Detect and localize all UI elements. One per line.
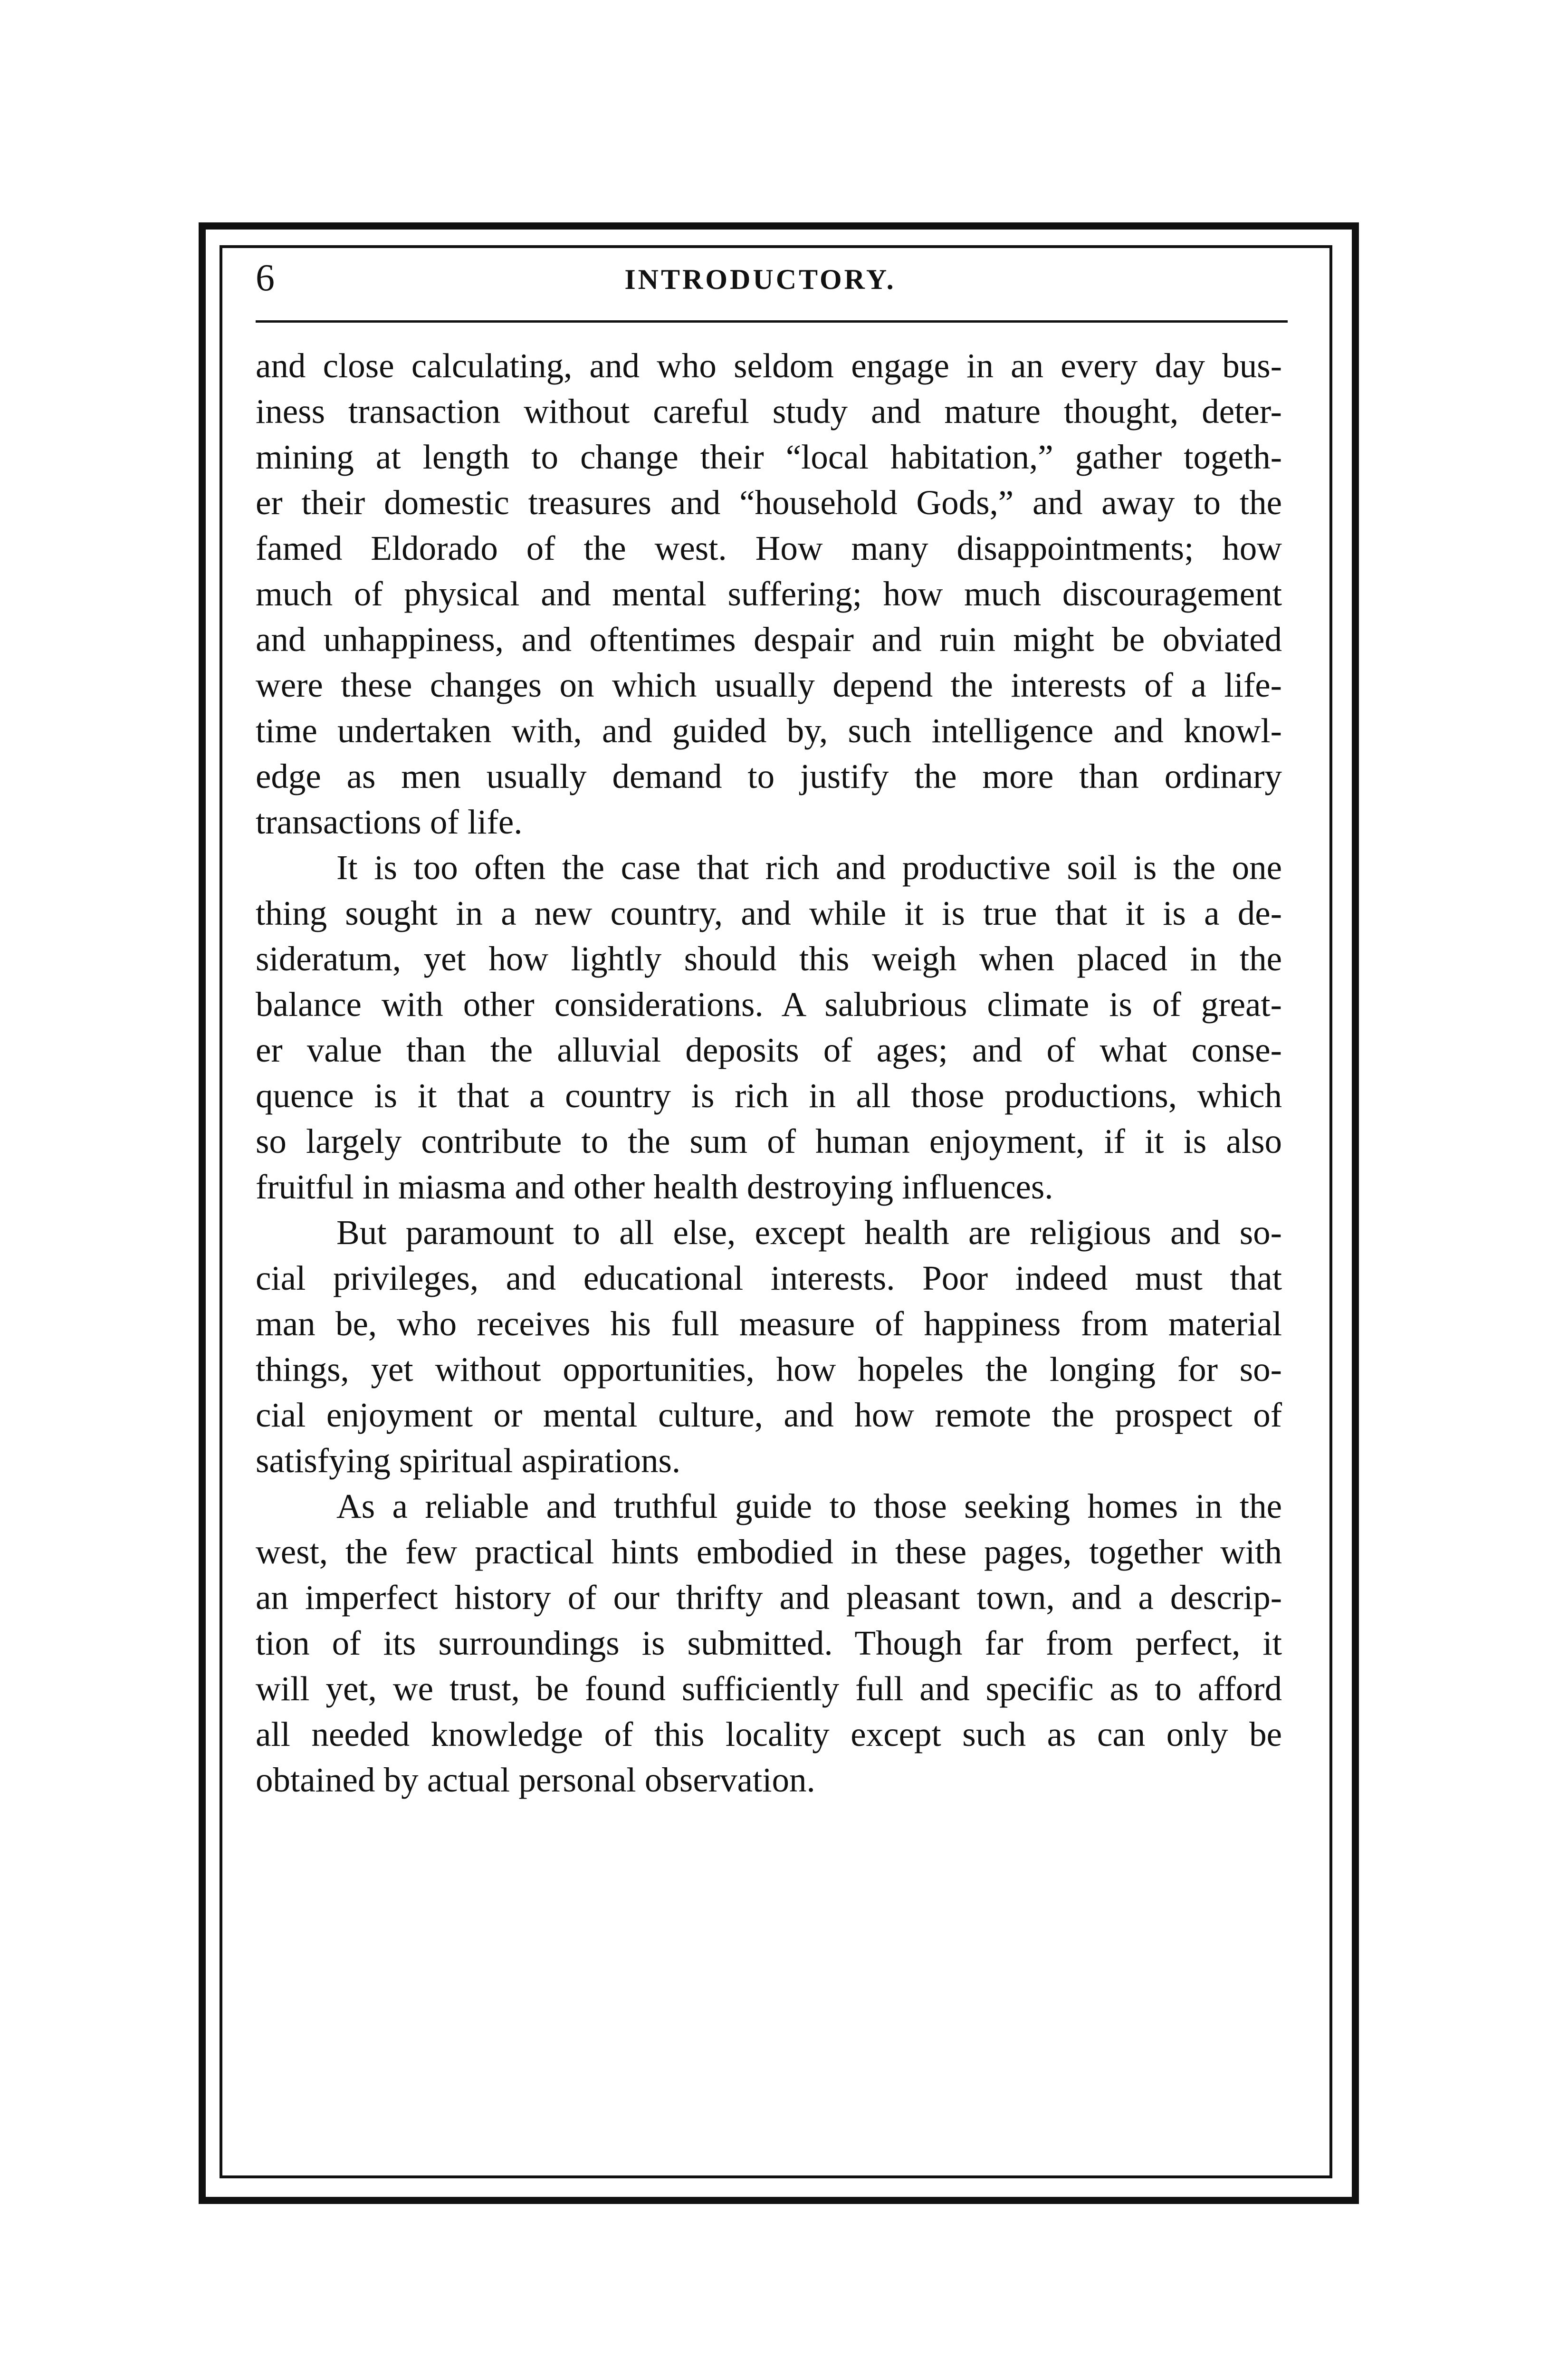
text-line: thing sought in a new country, and while it is true that it is a de- — [256, 894, 1282, 932]
text-line: time undertaken with, and guided by, such intelligence and knowl- — [256, 711, 1282, 750]
paragraph — [256, 1213, 1282, 1486]
text-line: er their domestic treasures and “household Gods,” and away to the — [256, 483, 1282, 522]
header-rule — [256, 320, 1288, 323]
text-line: will yet, we trust, be found sufficiently full and specific as to afford — [256, 1669, 1282, 1708]
text-line: But paramount to all else, except health are religious and so- — [336, 1213, 1282, 1252]
text-line: mining at length to change their “local habitation,” gather togeth- — [256, 438, 1282, 476]
text-line: er value than the alluvial deposits of ages; and of what conse- — [256, 1031, 1282, 1069]
text-line: satisfying spiritual aspirations. — [256, 1441, 681, 1480]
text-line: were these changes on which usually depend the interests of a life- — [256, 666, 1282, 704]
text-line: an imperfect history of our thrifty and pleasant town, and a descrip- — [256, 1578, 1282, 1617]
text-line: and close calculating, and who seldom engage in an every day bus- — [256, 346, 1282, 385]
text-line: It is too often the case that rich and productive soil is the one — [336, 848, 1282, 887]
text-line: cial enjoyment or mental culture, and how remote the prospect of — [256, 1396, 1282, 1434]
text-line: As a reliable and truthful guide to those seeking homes in the — [336, 1487, 1282, 1525]
text-line: so largely contribute to the sum of human enjoyment, if it is also — [256, 1122, 1282, 1160]
text-line: obtained by actual personal observation. — [256, 1761, 815, 1799]
text-line: transactions of life. — [256, 803, 523, 841]
text-line: balance with other considerations. A salubrious climate is of great- — [256, 985, 1282, 1024]
text-line: quence is it that a country is rich in all those productions, which — [256, 1076, 1282, 1115]
text-line: iness transaction without careful study and mature thought, deter- — [256, 392, 1282, 431]
page-number: 6 — [256, 257, 275, 299]
text-line: all needed knowledge of this locality except such as can only be — [256, 1715, 1282, 1753]
text-line: tion of its surroundings is submitted. Though far from perfect, it — [256, 1624, 1282, 1662]
body-text — [256, 346, 1282, 1806]
text-line: things, yet without opportunities, how hopeles the longing for so- — [256, 1350, 1282, 1389]
running-head: INTRODUCTORY. — [624, 264, 896, 295]
text-line: edge as men usually demand to justify the more than ordinary — [256, 757, 1282, 795]
text-line: much of physical and mental suffering; how much discouragement — [256, 575, 1282, 613]
paragraph — [256, 1486, 1282, 1806]
paragraph — [256, 346, 1282, 848]
paragraph — [256, 848, 1282, 1213]
text-line: cial privileges, and educational interests. Poor indeed must that — [256, 1259, 1282, 1297]
text-line: sideratum, yet how lightly should this weigh when placed in the — [256, 939, 1282, 978]
text-line: west, the few practical hints embodied in these pages, together with — [256, 1533, 1282, 1571]
text-line: famed Eldorado of the west. How many disappointments; how — [256, 529, 1282, 567]
text-line: and unhappiness, and oftentimes despair and ruin might be obviated — [256, 620, 1282, 659]
text-line: man be, who receives his full measure of happiness from material — [256, 1304, 1282, 1343]
text-line: fruitful in miasma and other health destroying influences. — [256, 1168, 1053, 1206]
